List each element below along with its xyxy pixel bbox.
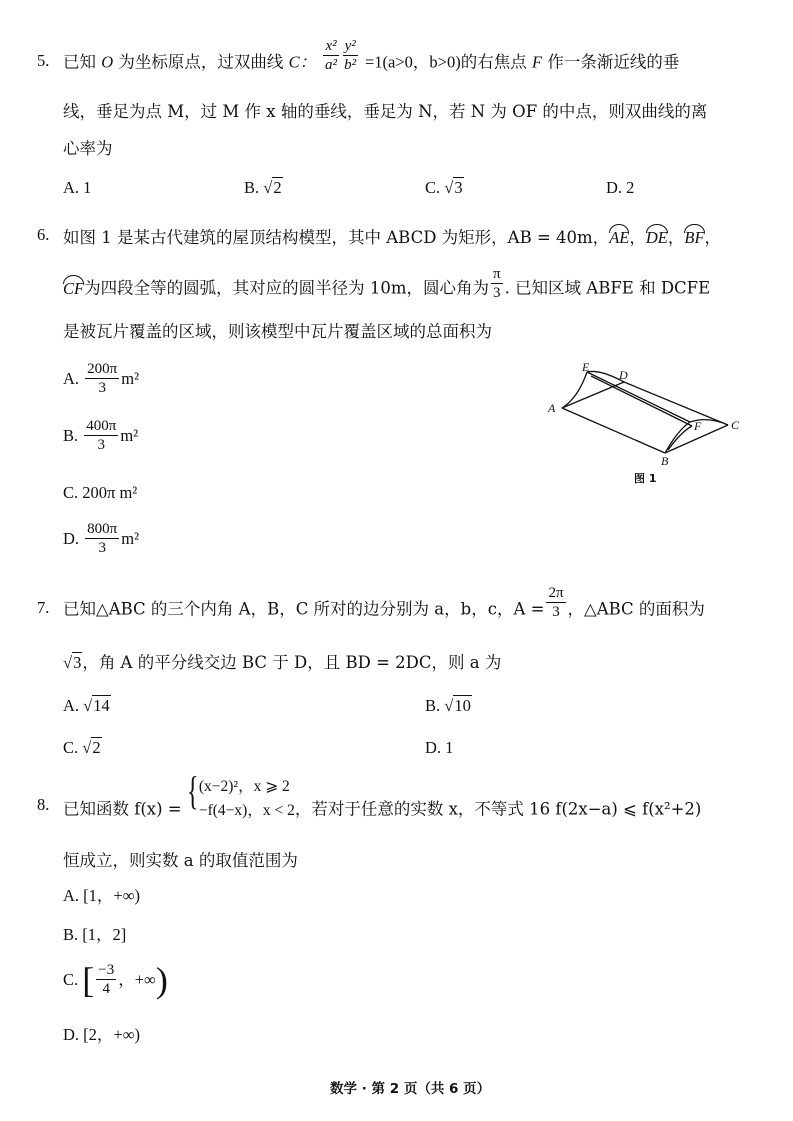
- option-a[interactable]: A. 1: [63, 178, 92, 197]
- page-footer: 数学 · 第 2 页（共 6 页）: [330, 1081, 491, 1097]
- roof-structure-figure: [540, 360, 750, 490]
- figure-caption: 图 1: [634, 472, 657, 485]
- label-c: C: [731, 418, 740, 432]
- option-d[interactable]: D. [2，+∞): [63, 1025, 140, 1044]
- option-b[interactable]: B. √2: [244, 178, 282, 197]
- option-c[interactable]: C. 200π m²: [63, 483, 138, 502]
- option-d[interactable]: D. 1: [425, 738, 454, 757]
- question-number: 6.: [37, 225, 50, 244]
- question-text: 已知 O 为坐标原点，过双曲线 C： $\frac{\text{x²}}{\text{a²}}$ $\frac{\text{y²}}{\text{b²}}$ =1(a>0，b>0)的右焦点 F 作一条渐近线的垂: [63, 38, 680, 73]
- question-text-line-3: 心率为: [63, 139, 113, 158]
- label-d: D: [619, 368, 628, 382]
- option-b[interactable]: B. √10: [425, 696, 471, 715]
- label-f: F: [694, 419, 702, 433]
- question-text: 已知函数 f(x) = { (x−2)²，x ⩾ 2 −f(4−x)，x < 2 ，若对于任意的实数 x，不等式 16 f(2x−a) ⩽ f(x²+2): [63, 797, 701, 823]
- question-number: 5.: [37, 51, 50, 70]
- question-text: 已知△ABC 的三个内角 A，B，C 所对的边分别为 a，b，c，A = $\frac{2\pi}{3}$ ，△ABC 的面积为: [63, 585, 705, 620]
- question-text-line-3: 是被瓦片覆盖的区域，则该模型中瓦片覆盖区域的总面积为: [63, 322, 492, 341]
- option-b[interactable]: B. [1，2]: [63, 925, 127, 944]
- option-d[interactable]: D. 2: [606, 178, 635, 197]
- question-text-line-2: 线，垂足为点 M，过 M 作 x 轴的垂线，垂足为 N，若 N 为 OF 的中点，则双曲线的离: [63, 102, 708, 121]
- option-c[interactable]: C. √2: [63, 738, 101, 757]
- option-a[interactable]: A. $\frac{200\pi}{3}$ m²: [63, 361, 140, 396]
- question-text: 如图 1 是某古代建筑的屋顶结构模型，其中 ABCD 为矩形，AB = 40m，AE，DE，BF，: [63, 228, 722, 247]
- piecewise-function: { (x−2)²，x ⩾ 2 −f(4−x)，x < 2: [186, 768, 295, 820]
- option-a[interactable]: A. √14: [63, 696, 110, 715]
- option-c[interactable]: C. √3: [425, 178, 463, 197]
- ridge-ef: [587, 372, 690, 422]
- option-b[interactable]: B. $\frac{400\pi}{3}$ m²: [63, 418, 139, 453]
- option-d[interactable]: D. $\frac{800\pi}{3}$ m²: [63, 521, 140, 556]
- option-a[interactable]: A. [1，+∞): [63, 886, 140, 905]
- question-text-line-2: 恒成立，则实数 a 的取值范围为: [63, 851, 298, 870]
- question-number: 8.: [37, 795, 50, 814]
- question-number: 7.: [37, 598, 50, 617]
- label-a: A: [548, 401, 556, 415]
- question-text-line-2: CF为四段全等的圆弧，其对应的圆半径为 10m，圆心角为 $\frac{\pi}{3}$ . 已知区域 ABFE 和 DCFE: [63, 266, 711, 301]
- label-b: B: [661, 454, 669, 468]
- question-text-line-2: √3，角 A 的平分线交边 BC 于 D，且 BD = 2DC，则 a 为: [63, 653, 502, 672]
- option-c[interactable]: C. [ $\frac{-3}{4}$ ，+∞): [63, 960, 168, 1000]
- label-e: E: [582, 360, 590, 374]
- edge-ba: [562, 408, 665, 453]
- ridge-ef-inner: [591, 376, 692, 426]
